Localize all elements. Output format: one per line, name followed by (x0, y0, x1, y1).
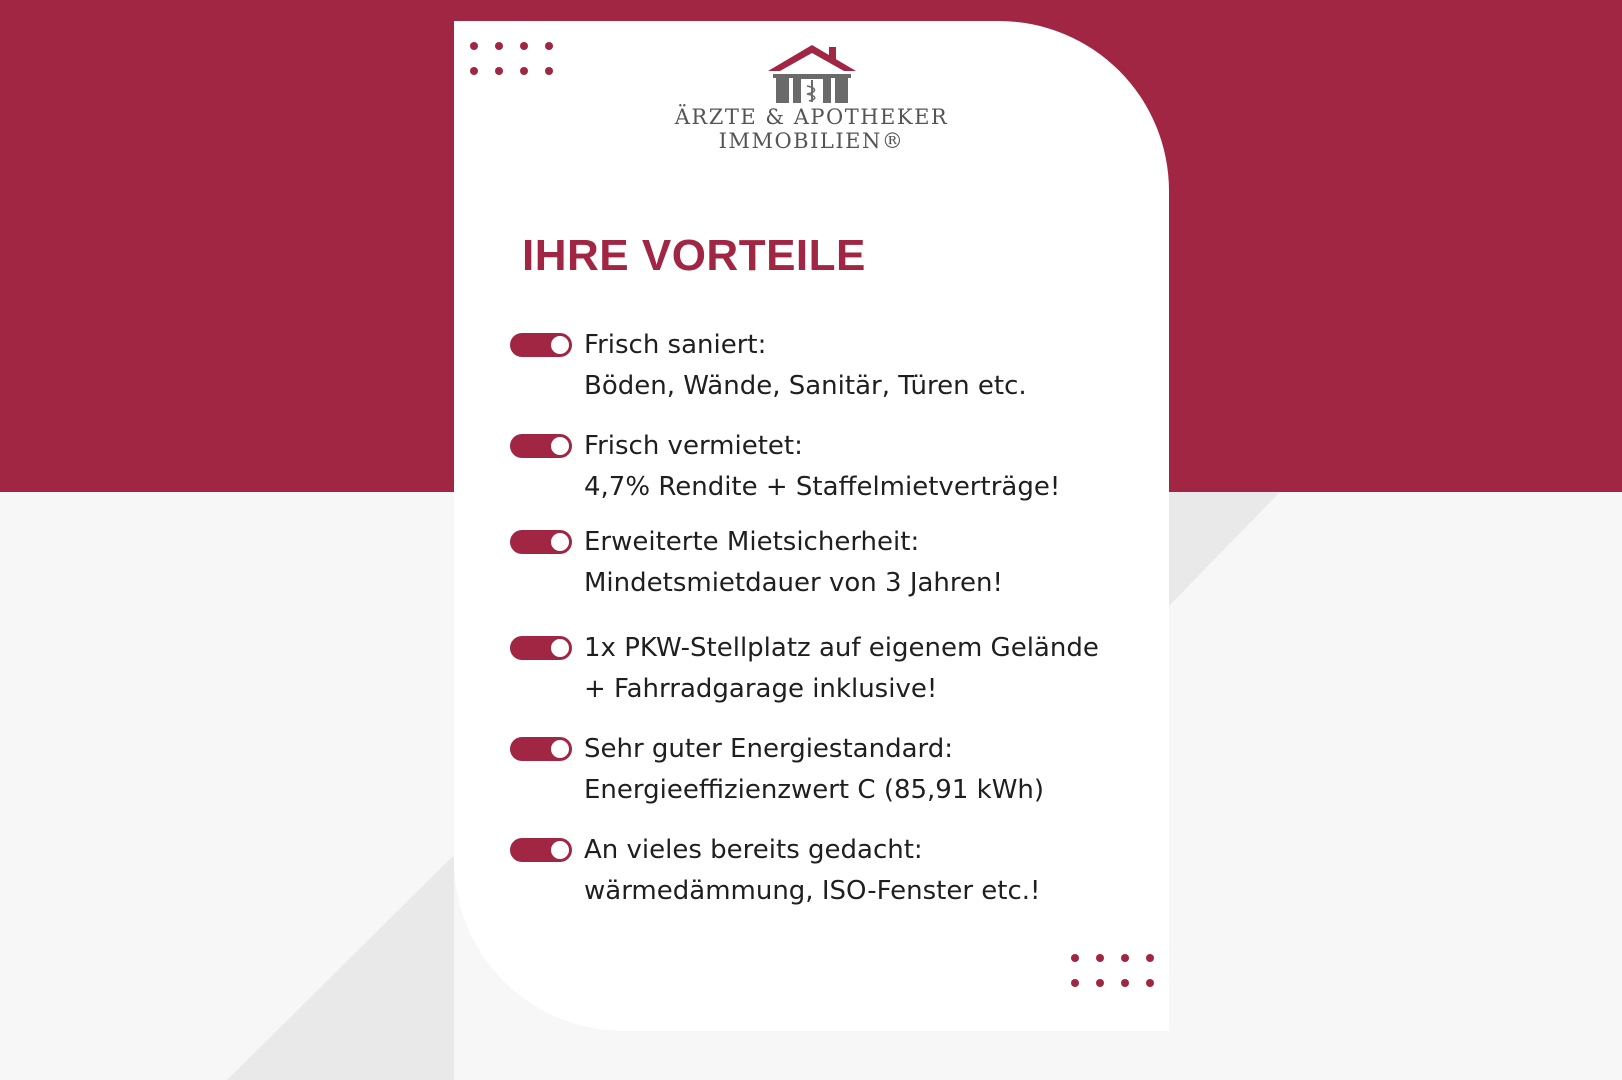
toggle-on-icon (510, 530, 572, 554)
benefit-detail: Energieeffizienzwert C (85,91 kWh) (584, 775, 1045, 805)
logo-text-line1: ÄRZTE & APOTHEKER (674, 105, 949, 129)
toggle-on-icon (510, 737, 572, 761)
house-caduceus-icon (766, 43, 858, 105)
benefit-title: 1x PKW-Stellplatz auf eigenem Gelände (584, 633, 1099, 663)
benefit-detail: Böden, Wände, Sanitär, Türen etc. (584, 371, 1027, 401)
benefit-title: Sehr guter Energiestandard: (584, 734, 954, 764)
company-logo (454, 43, 1169, 153)
toggle-on-icon (510, 434, 572, 458)
page-title: IHRE VORTEILE (522, 231, 866, 280)
benefit-detail: + Fahrradgarage inklusive! (584, 674, 938, 704)
benefit-detail: wärmedämmung, ISO-Fenster etc.! (584, 876, 1041, 906)
benefit-title: An vieles bereits gedacht: (584, 835, 923, 865)
benefit-detail: 4,7% Rendite + Staffelmietverträge! (584, 472, 1061, 502)
toggle-on-icon (510, 636, 572, 660)
logo-text-line2: IMMOBILIEN® (718, 129, 905, 153)
toggle-on-icon (510, 838, 572, 862)
benefit-title: Frisch saniert: (584, 330, 767, 360)
decorative-dots-bottom (1071, 954, 1154, 987)
benefit-title: Erweiterte Mietsicherheit: (584, 527, 920, 557)
toggle-on-icon (510, 333, 572, 357)
benefits-card (454, 21, 1169, 1031)
benefit-title: Frisch vermietet: (584, 431, 803, 461)
benefit-detail: Mindetsmietdauer von 3 Jahren! (584, 568, 1003, 598)
